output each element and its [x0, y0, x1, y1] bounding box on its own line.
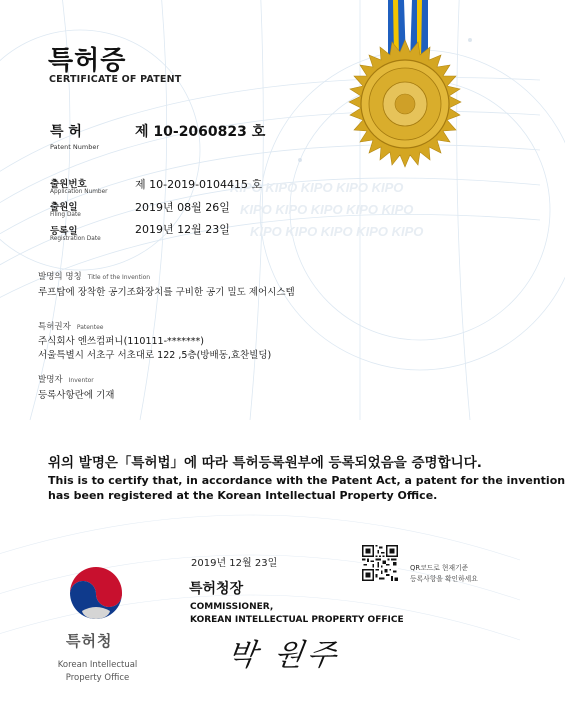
certificate-title: 특허증 [48, 46, 127, 76]
kipo-name-ko: 특허청 [66, 632, 113, 650]
filing-date-value: 2019년 08월 26일 [135, 201, 230, 214]
filing-date-label: 출원일 [50, 202, 78, 213]
certification-statement-en-line1: This is to certify that, in accordance with the Patent Act, a patent for the invention [48, 474, 565, 487]
registration-date-label-en: Registration Date [50, 236, 101, 242]
registration-date-label: 등록일 [50, 226, 78, 237]
invention-title-label: 발명의 명칭 Title of the Invention [38, 272, 151, 282]
qr-caption-line2: 등록사항을 확인하세요 [410, 575, 478, 583]
filing-date-label-en: Filing Date [50, 212, 81, 218]
application-number-label-en: Application Number [50, 189, 108, 195]
svg-text:KIPO KIPO KIPO KIPO KIPO: KIPO KIPO KIPO KIPO KIPO [230, 180, 404, 195]
certification-statement-ko: 위의 발명은「특허법」에 따라 특허등록원부에 등록되었음을 증명합니다. [48, 455, 482, 471]
patentee-address: 서울특별시 서초구 서초대로 122 ,5층(방배동,효찬빌딩) [38, 350, 272, 361]
patent-number-label: 특 허 [50, 124, 82, 140]
commissioner-line2: KOREAN INTELLECTUAL PROPERTY OFFICE [190, 615, 404, 625]
inventor-label: 발명자 Inventor [38, 375, 94, 385]
commissioner-line1: COMMISSIONER, [190, 602, 274, 612]
commissioner-signature: 박 원주 [225, 638, 343, 673]
certification-statement-en-line2: has been registered at the Korean Intellectual Property Office. [48, 489, 438, 502]
svg-text:KIPO KIPO KIPO KIPO KIPO: KIPO KIPO KIPO KIPO KIPO [250, 224, 424, 239]
kipo-name-en-line1: Korean Intellectual [57, 660, 138, 670]
qr-code-icon [362, 545, 398, 581]
application-number-label: 출원번호 [50, 179, 87, 190]
issue-date: 2019년 12월 23일 [191, 558, 278, 569]
kipo-watermark [230, 170, 460, 250]
patentee-name: 주식회사 엔쓰컴퍼니(110111-*******) [38, 336, 204, 347]
application-number-value: 제 10-2019-0104415 호 [135, 178, 263, 191]
kipo-taeguk-logo-icon [62, 563, 130, 631]
patent-number-value: 제 10-2060823 호 [135, 124, 266, 140]
gold-seal-icon [339, 38, 471, 170]
inventor-value: 등록사항란에 기재 [38, 390, 115, 401]
registration-date-value: 2019년 12월 23일 [135, 223, 230, 236]
invention-title-value: 루프탑에 장착한 공기조화장치를 구비한 공기 밀도 제어시스템 [38, 287, 295, 298]
certificate-subtitle: CERTIFICATE OF PATENT [49, 74, 182, 85]
qr-caption-line1: QR코드로 현재기준 [410, 564, 469, 572]
commissioner-title: 특허청장 [189, 581, 244, 597]
kipo-name-en-line2: Property Office [65, 673, 130, 683]
patent-number-label-en: Patent Number [50, 143, 100, 151]
patentee-label: 특허권자 Patentee [38, 322, 104, 332]
svg-text:KIPO KIPO KIPO KIPO KIPO: KIPO KIPO KIPO KIPO KIPO [240, 202, 414, 217]
